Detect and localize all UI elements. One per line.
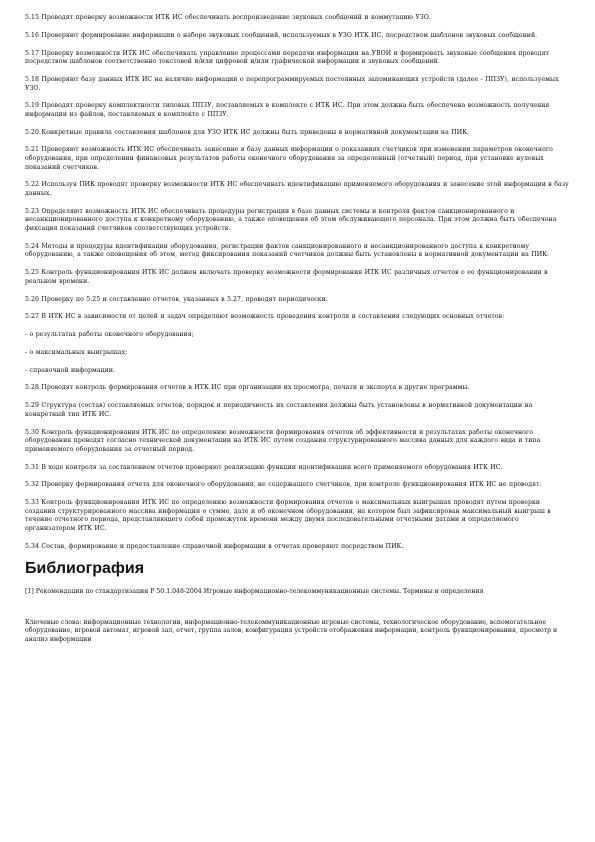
clause-5-16: 5.16 Проверяют формирование информации о наборе звуковых сообщений, используемых в УЗО ИТК ИС, посредством шаблонов звуковых сообщений. [25, 31, 538, 39]
clause-5-17: 5.17 Проверку возможности ИТК ИС обеспечивать управление процессами передачи информации на УВОИ и формировать звуковые сообщения проводят посредством шаблонов соответственно текстовой и/или цифровой и/или графической информации и звуковых сообщений. [25, 49, 549, 66]
clause-5-30: 5.30 Контроль функционирования ИТК ИС по определению возможности формирования отчетов об эффективности и результатах работы оконечного оборудования проводят согласно технической документации на ИТК ИС путем создания структурированного массива данных для каждого вида и типа применяемого оборудования за отчетный период. [25, 428, 541, 453]
clause-5-21: 5.21 Проверяют возможность ИТК ИС обеспечивать занесение в базу данных информации о показаниях счетчиков при изменении параметров оконечного оборудования, при определении финансовых результатов работы оконечного оборудования за определенный (отчетный) период, при установке нулевых показаний счетчиков. [25, 146, 553, 171]
list-item-report-reference: - справочной информации. [25, 366, 116, 374]
bibliography-heading: Библиография [25, 560, 145, 578]
clause-5-25: 5.25 Контроль функционирования ИТК ИС должен включать проверку возможности формирования ИТК ИС различных отчетов о ее функционировании в реальном времени. [25, 269, 548, 285]
bibliography-entry: [1] Рекомендации по стандартизации Р 50.1.048-2004 Игровые информационно-телекоммуникационные системы. Термины и определения [25, 588, 484, 596]
clause-5-22: 5.22 Используя ПИК проводят проверку возможности ИТК ИС обеспечивать идентификацию применяемого оборудования и занесение этой информации в базу данных. [25, 181, 569, 198]
list-item-report-max-wins: - о максимальных выигрышах; [25, 348, 128, 356]
clause-5-19: 5.19 Проводят проверку комплектности типовых ППЗУ, поставляемых в комплекте с ИТК ИС. При этом должна быть обеспечена возможность получения информации из файлов, поставляемых в комплекте с ППЗУ. [25, 102, 550, 118]
clause-5-27: 5.27 В ИТК ИС в зависимости от целей и задач определяют возможность проведения контроля и составления следующих основных отчетов: [25, 313, 505, 321]
list-item-report-results: - о результатах работы оконечного оборудования; [25, 331, 194, 339]
clause-5-29: 5.29 Структура (состав) составляемых отчетов, порядок и периодичность их составления должны быть установлены в нормативной документации на конкретный тип ИТК ИС. [25, 402, 533, 418]
clause-5-32: 5.32 Проверку формирования отчета для оконечного оборудования, не содержащего счетчиков, при контроле функционирования ИТК ИС не проводят. [25, 481, 542, 489]
clause-5-26: 5.26 Проверку по 5.25 и составление отчетов, указанных в 5.27, проводят периодически. [25, 295, 328, 303]
document-page [25, 14, 570, 645]
clause-5-23: 5.23 Определяют возможность ИТК ИС обеспечивать процедуры регистрации в базе данных системы и контроля фактов санкционированного и несанкционированного доступа к конкретному оборудованию, а также оповещения об этом обслуживающего персонала. При этом должна быть обеспечена фиксация показаний счетчиков соответствующих устройств. [25, 207, 557, 232]
keywords-paragraph: Ключевые слова: информационные технологии, информационно-телекоммуникационные игровые системы, технологическое оборудование, вспомогательное оборудование, игровой автомат, игровой зал, отчет, группа залов, конфигурация устройств отображения информации, контроль функционирования, просмотр и анализ информации [25, 618, 558, 644]
clause-5-18: 5.18 Проверяют базу данных ИТК ИС на наличие информации о перепрограммируемых постоянных запоминающих устройств (далее - ППЗУ), используемых УЗО. [25, 75, 559, 92]
clause-5-31: 5.31 В ходе контроля за составлением отчетов проверяют реализацию функции идентификации всего применяемого оборудования ИТК ИС. [25, 463, 503, 471]
clause-5-34: 5.34 Состав, формирование и предоставление справочной информации в отчетах проверяют посредством ПИК. [25, 542, 404, 550]
clause-5-20: 5.20 Конкретные правила составления шаблонов для УЗО ИТК ИС должны быть приведены в нормативной документации на ПИК. [25, 128, 470, 136]
clause-5-33: 5.33 Контроль функционирования ИТК ИС по определению возможности формирования отчетов о максимальных выигрышах проводят путем проверки создания структурированного массива информации о сумме, дате и об оконечном оборудовании, на котором был зафиксирован максимальный выигрыш в течение отчетного периода, представляющего собой промежуток времени между двумя последовательными отчетными датами и определяемого организатором ИТК ИС. [25, 499, 551, 532]
clause-5-28: 5.28 Проводят контроль формирования отчетов в ИТК ИС при организации их просмотра, печати и экспорта в другие программы. [25, 384, 470, 392]
clause-5-15: 5.15 Проводят проверку возможности ИТК ИС обеспечивать воспроизведение звуковых сообщений и коммутацию УЗО. [25, 14, 431, 21]
clause-5-24: 5.24 Методы и процедуры идентификации оборудования, регистрации фактов санкционированного и несанкционированного доступа к конкретному оборудованию, а также оповещения об этом, метод фиксирования показаний счетчиков должны быть установлены в нормативной документации на ПИК. [25, 242, 550, 259]
